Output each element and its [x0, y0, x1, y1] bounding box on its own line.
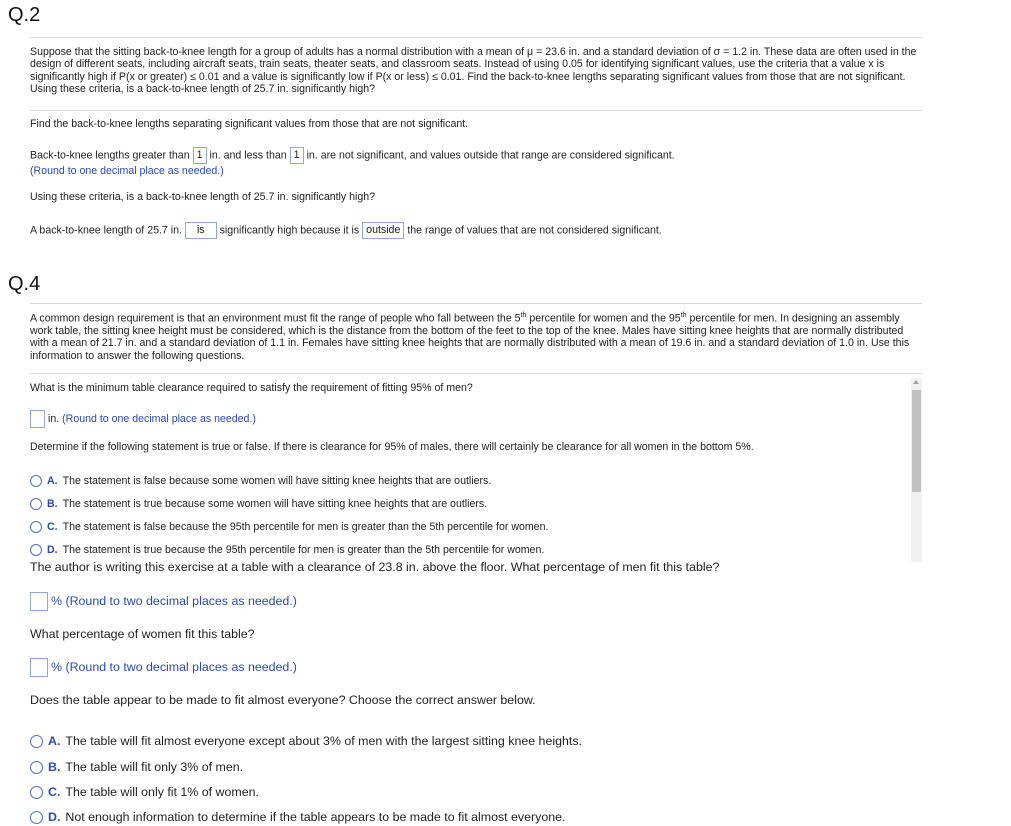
- q4-heading: Q.4: [8, 273, 41, 295]
- radio-button[interactable]: [30, 811, 43, 824]
- q4-men-pct-input[interactable]: [30, 592, 48, 611]
- q4-women-prompt: What percentage of women fit this table?: [30, 627, 255, 641]
- q4-min-clearance-prompt: What is the minimum table clearance required to satisfy the requirement of fitting 95% of men?: [30, 382, 473, 394]
- q4-fit-prompt: Does the table appear to be made to fit almost everyone? Choose the correct answer below.: [30, 693, 536, 707]
- q4-tf-option-b[interactable]: [30, 498, 487, 510]
- q4-women-pct-input[interactable]: [30, 658, 48, 677]
- q2-conclusion-text-2: significantly high because it is: [219, 224, 360, 237]
- q4-fit-option-c[interactable]: [30, 785, 259, 799]
- q2-conclusion-line: [30, 222, 662, 239]
- q2-answer-text-2: in. and less than: [209, 149, 287, 162]
- q4-min-clearance-input[interactable]: [30, 410, 45, 428]
- radio-button[interactable]: [30, 735, 43, 748]
- option-text: The statement is false because the 95th percentile for men is greater than the 5th percentile for women.: [62, 521, 549, 533]
- q2-is-isnot-dropdown[interactable]: is: [185, 222, 217, 239]
- q2-find-prompt: Find the back-to-knee lengths separating significant values from those that are not significant.: [30, 118, 469, 130]
- q4-tf-option-c[interactable]: [30, 521, 548, 533]
- option-text: The table will fit almost everyone except about 3% of men with the largest sitting knee heights.: [65, 734, 582, 748]
- radio-button[interactable]: [30, 475, 42, 487]
- q2-round-note: (Round to one decimal place as needed.): [30, 165, 224, 177]
- divider: [30, 110, 922, 111]
- q4-tf-prompt: Determine if the following statement is true or false. If there is clearance for 95% of males, there will certainly be clearance for all women in the bottom 5%.: [30, 441, 754, 453]
- option-text: Not enough information to determine if the table appears to be made to fit almost everyone.: [65, 810, 566, 824]
- option-letter: D.: [48, 810, 61, 824]
- q4-min-clearance-line: [30, 410, 256, 428]
- superscript: th: [520, 312, 527, 319]
- q2-heading: Q.2: [8, 4, 41, 26]
- q2-problem-text: Suppose that the sitting back-to-knee length for a group of adults has a normal distribution with a mean of μ = 23.6 in. and a standard deviation of σ = 1.2 in. These data are often used in the design of different seats, including aircraft seats, train seats, theater seats, and classroom seats. Instead of using 0.05 for identifying significant values, use the criteria that a value x is significantly high if P(x or greater) ≤ 0.01 and a value is significantly low if P(x or less) ≤ 0.01. Find the back-to-knee lengths separating significant values from those that are not significant. Using these criteria, is a back-to-knee length of 25.7 in. significantly high?: [30, 46, 917, 96]
- option-letter: C.: [47, 521, 58, 533]
- q4-women-pct-line: [30, 658, 297, 677]
- q4-fit-option-d[interactable]: [30, 810, 565, 824]
- q2-inside-outside-dropdown[interactable]: outside: [362, 222, 404, 239]
- scrollbar-thumb[interactable]: [912, 390, 921, 492]
- option-letter: C.: [48, 785, 61, 799]
- scroll-up-arrow-icon[interactable]: [913, 380, 919, 384]
- q4-min-unit: in.: [48, 412, 60, 425]
- option-letter: A.: [47, 475, 58, 487]
- divider: [30, 303, 922, 304]
- option-letter: B.: [48, 760, 61, 774]
- radio-button[interactable]: [30, 761, 43, 774]
- radio-button[interactable]: [30, 498, 42, 510]
- q2-upper-bound-input[interactable]: 1: [290, 147, 304, 164]
- q4-problem-part-a: A common design requirement is that an environment must fit the range of people who fall between the 5: [30, 312, 521, 325]
- option-letter: B.: [47, 498, 58, 510]
- q4-author-prompt: The author is writing this exercise at a table with a clearance of 23.8 in. above the floor. What percentage of men fit this table?: [30, 560, 720, 574]
- option-letter: A.: [48, 734, 61, 748]
- q2-conclusion-text-3: the range of values that are not considered significant.: [407, 224, 662, 237]
- q2-conclusion-text-1: A back-to-knee length of 25.7 in.: [30, 224, 182, 237]
- q2-answer-text-3: in. are not significant, and values outside that range are considered significant.: [306, 149, 675, 162]
- option-text: The statement is false because some women will have sitting knee heights that are outliers.: [62, 475, 492, 487]
- option-text: The table will fit only 3% of men.: [65, 760, 244, 774]
- q4-fit-option-a[interactable]: [30, 734, 582, 748]
- option-letter: D.: [47, 544, 58, 556]
- option-text: The statement is true because some women will have sitting knee heights that are outliers.: [62, 498, 488, 510]
- q2-answer-line: [30, 147, 675, 164]
- q4-problem-text: [30, 310, 922, 362]
- q2-criteria-prompt: Using these criteria, is a back-to-knee length of 25.7 in. significantly high?: [30, 191, 376, 203]
- divider: [30, 373, 922, 374]
- option-text: The table will only fit 1% of women.: [65, 785, 259, 799]
- q4-fit-option-b[interactable]: [30, 760, 243, 774]
- divider: [30, 37, 922, 38]
- q4-problem-part-b: percentile for women and the 95: [526, 312, 681, 325]
- q4-min-round-note: (Round to one decimal place as needed.): [62, 412, 256, 425]
- q2-answer-text-1: Back-to-knee lengths greater than: [30, 149, 190, 162]
- q4-women-pct-hint: % (Round to two decimal places as needed.): [51, 659, 297, 674]
- q4-men-pct-line: [30, 592, 297, 611]
- radio-button[interactable]: [30, 521, 42, 533]
- superscript: th: [680, 312, 687, 319]
- q4-tf-option-d[interactable]: [30, 544, 544, 556]
- q2-lower-bound-input[interactable]: 1: [193, 147, 207, 164]
- radio-button[interactable]: [30, 786, 43, 799]
- q4-tf-option-a[interactable]: [30, 475, 491, 487]
- radio-button[interactable]: [30, 544, 42, 556]
- q4-problem-part-c: percentile for men. In designing an assembly work table, the sitting knee height must be considered, which is the distance from the bottom of the feet to the top of the knee. Males have sitting knee heights that are normally distributed with a mean of 21.7 in. and a standard deviation of 1.1 in. Females have sitting knee heights that are normally distributed with a mean of 19.6 in. and a standard deviation of 1.0 in. Use this information to answer the following questions.: [30, 312, 910, 362]
- option-text: The statement is true because the 95th percentile for men is greater than the 5th percentile for women.: [62, 544, 545, 556]
- q4-men-pct-hint: % (Round to two decimal places as needed.): [51, 593, 297, 608]
